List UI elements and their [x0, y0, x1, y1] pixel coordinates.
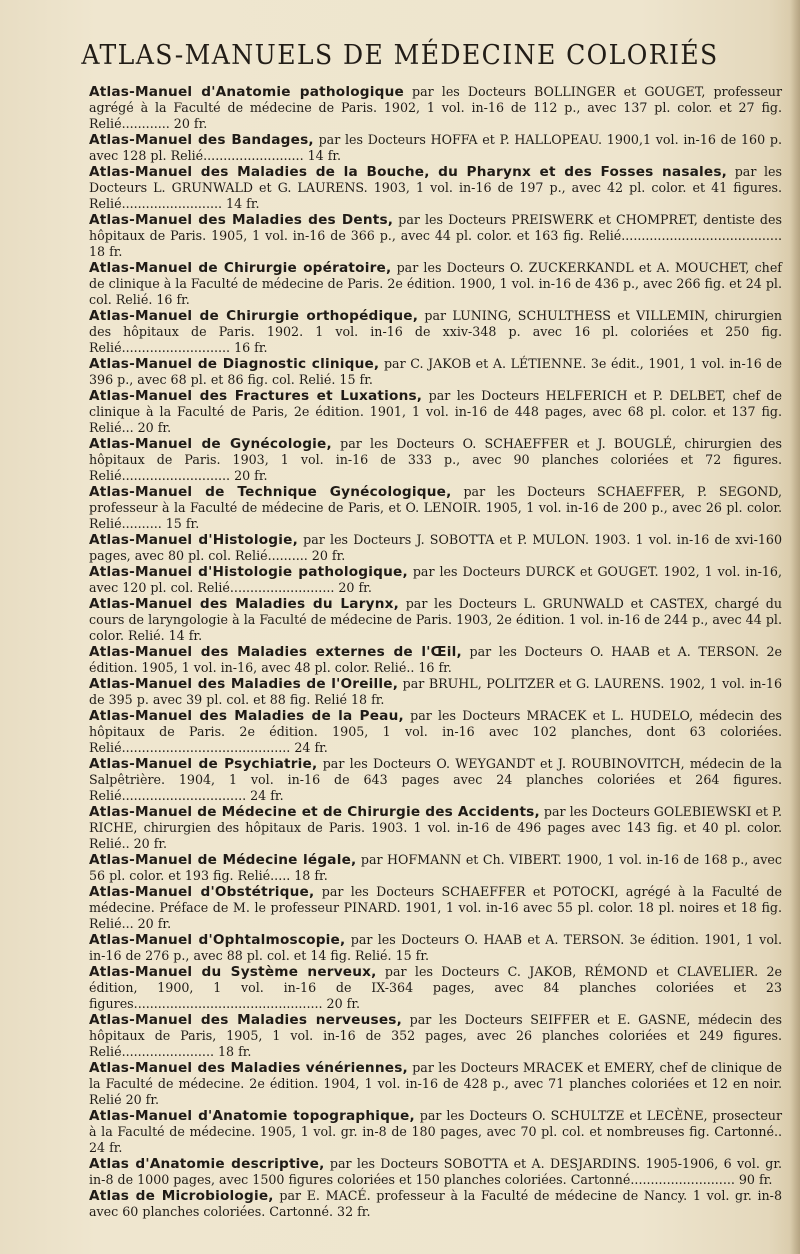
entry-title: Atlas-Manuel des Maladies nerveuses,: [89, 1012, 402, 1028]
entry-description: par les Docteurs GOLEBIEWSKI et P. RICHE, chirurgien des hôpitaux de Paris. 1903. 1 vol. in-16 de 496 pages avec 143 fig. et 40 pl. color. Relié.. 20 fr.: [89, 804, 782, 851]
catalogue-entry: [89, 132, 782, 164]
entry-title: Atlas-Manuel de Chirurgie opératoire,: [89, 260, 392, 276]
entry-title: Atlas d'Anatomie descriptive,: [89, 1156, 325, 1172]
entry-description: par les Docteurs SCHAEFFER et POTOCKI, agrégé à la Faculté de médecine. Préface de M. le professeur PINARD. 1901, 1 vol. in-16 avec 55 pl. color. 18 pl. noires et 18 fig. Relié... 20 fr.: [89, 884, 782, 931]
catalogue-entry: [89, 1156, 782, 1188]
page-title: ATLAS-MANUELS DE MÉDECINE COLORIÉS: [81, 40, 719, 71]
entry-description: par BRUHL, POLITZER et G. LAURENS. 1902, 1 vol. in-16 de 395 p. avec 39 pl. col. et 88 fig. Relié 18 fr.: [89, 676, 782, 707]
catalogue-entry: [89, 1060, 782, 1108]
entry-title: Atlas-Manuel des Maladies de la Bouche, du Pharynx et des Fosses nasales,: [89, 164, 728, 180]
entry-description: par les Docteurs MRACEK et L. HUDELO, médecin des hôpitaux de Paris. 2e édition. 1905, 1 vol. in-16 avec 102 planches, dont 63 coloriées. Relié.......................................... 24 fr.: [89, 708, 782, 755]
entry-description: par les Docteurs O. SCHULTZE et LECÈNE, prosecteur à la Faculté de médecine. 1905, 1 vol. gr. in-8 de 180 pages, avec 70 pl. col. et nombreuses fig. Cartonné.. 24 fr.: [89, 1108, 782, 1155]
catalogue-entry: [89, 260, 782, 308]
entry-description: par les Docteurs HOFFA et P. HALLOPEAU. 1900,1 vol. in-16 de 160 p. avec 128 pl. Relié......................... 14 fr.: [89, 132, 782, 163]
catalogue-entry: [89, 644, 782, 676]
entry-description: par les Docteurs O. HAAB et A. TERSON. 2e édition. 1905, 1 vol. in-16, avec 48 pl. color. Relié.. 16 fr.: [89, 644, 782, 675]
catalogue-entry: [89, 1108, 782, 1156]
entry-description: par les Docteurs SCHAEFFER, P. SEGOND, professeur à la Faculté de médecine de Paris, et O. LENOIR. 1905, 1 vol. in-16 de 200 p., avec 26 pl. color. Relié.......... 15 fr.: [89, 484, 782, 531]
entry-description: par les Docteurs BOLLINGER et GOUGET, professeur agrégé à la Faculté de médecine de Paris. 1902, 1 vol. in-16 de 112 p., avec 137 pl. color. et 27 fig. Relié............ 20 fr.: [89, 84, 782, 131]
catalogue-entry: [89, 388, 782, 436]
entry-description: par les Docteurs PREISWERK et CHOMPRET, dentiste des hôpitaux de Paris. 1905, 1 vol. in-16 de 366 p., avec 44 pl. color. et 163 fig. Relié........................................ 18 fr.: [89, 212, 782, 259]
entry-list: [89, 84, 782, 1220]
entry-description: par HOFMANN et Ch. VIBERT. 1900, 1 vol. in-16 de 168 p., avec 56 pl. color. et 193 fig. Relié..... 18 fr.: [89, 852, 782, 883]
entry-description: par les Docteurs O. WEYGANDT et J. ROUBINOVITCH, médecin de la Salpêtrière. 1904, 1 vol. in-16 de 643 pages avec 24 planches coloriées et 264 figures. Relié............................... 24 fr.: [89, 756, 782, 803]
entry-title: Atlas-Manuel des Bandages,: [89, 132, 314, 148]
entry-description: par les Docteurs O. HAAB et A. TERSON. 3e édition. 1901, 1 vol. in-16 de 276 p., avec 88 pl. col. et 14 fig. Relié. 15 fr.: [89, 932, 782, 963]
entry-title: Atlas de Microbiologie,: [89, 1188, 274, 1204]
entry-title: Atlas-Manuel des Fractures et Luxations,: [89, 388, 423, 404]
catalogue-entry: [89, 436, 782, 484]
entry-title: Atlas-Manuel d'Ophtalmoscopie,: [89, 932, 346, 948]
catalogue-entry: [89, 356, 782, 388]
entry-description: par C. JAKOB et A. LÉTIENNE. 3e édit., 1901, 1 vol. in-16 de 396 p., avec 68 pl. et 86 fig. col. Relié. 15 fr.: [89, 356, 782, 387]
catalogue-entry: [89, 484, 782, 532]
catalogue-entry: [89, 932, 782, 964]
entry-description: par les Docteurs L. GRUNWALD et G. LAURENS. 1903, 1 vol. in-16 de 197 p., avec 42 pl. color. et 41 figures. Relié......................... 14 fr.: [89, 164, 782, 211]
catalogue-entry: [89, 596, 782, 644]
entry-description: par les Docteurs HELFERICH et P. DELBET, chef de clinique à la Faculté de Paris, 2e édition. 1901, 1 vol. in-16 de 448 pages, avec 68 pl. color. et 137 fig. Relié... 20 fr.: [89, 388, 782, 435]
entry-description: par les Docteurs C. JAKOB, RÉMOND et CLAVELIER. 2e édition, 1900, 1 vol. in-16 de IX-364 pages, avec 84 planches coloriées et 23 figures............................................... 20 fr.: [89, 964, 782, 1011]
entry-title: Atlas-Manuel des Maladies vénériennes,: [89, 1060, 408, 1076]
entry-description: par les Docteurs O. ZUCKERKANDL et A. MOUCHET, chef de clinique à la Faculté de médecine de Paris. 2e édition. 1900, 1 vol. in-16 de 436 p., avec 266 fig. et 24 pl. col. Relié. 16 fr.: [89, 260, 782, 307]
entry-description: par LUNING, SCHULTHESS et VILLEMIN, chirurgien des hôpitaux de Paris. 1902. 1 vol. in-16 de xxiv-348 p. avec 16 pl. coloriées et 250 fig. Relié........................... 16 fr.: [89, 308, 782, 355]
entry-title: Atlas-Manuel des Maladies du Larynx,: [89, 596, 400, 612]
entry-title: Atlas-Manuel de Chirurgie orthopédique,: [89, 308, 419, 324]
catalogue-entry: [89, 212, 782, 260]
entry-title: Atlas-Manuel des Maladies de l'Oreille,: [89, 676, 399, 692]
catalogue-entry: [89, 308, 782, 356]
entry-description: par les Docteurs MRACEK et EMERY, chef de clinique de la Faculté de médecine. 2e édition. 1904, 1 vol. in-16 de 428 p., avec 71 planches coloriées et 12 en noir. Relié 20 fr.: [89, 1060, 782, 1107]
catalogue-entry: [89, 964, 782, 1012]
entry-description: par les Docteurs J. SOBOTTA et P. MULON. 1903. 1 vol. in-16 de xvi-160 pages, avec 80 pl. col. Relié.......... 20 fr.: [89, 532, 783, 563]
entry-title: Atlas-Manuel de Technique Gynécologique,: [89, 484, 452, 500]
entry-title: Atlas-Manuel des Maladies de la Peau,: [89, 708, 404, 724]
catalogue-entry: [89, 84, 782, 132]
entry-description: par les Docteurs L. GRUNWALD et CASTEX, chargé du cours de laryngologie à la Faculté de médecine de Paris. 1903, 2e édition. 1 vol. in-16 de 244 p., avec 44 pl. color. Relié. 14 fr.: [89, 596, 782, 643]
catalogue-entry: [89, 564, 782, 596]
entry-description: par les Docteurs DURCK et GOUGET. 1902, 1 vol. in-16, avec 120 pl. col. Relié.......................... 20 fr.: [89, 564, 782, 595]
page-edge-shadow: [790, 0, 800, 1254]
catalogue-entry: [89, 884, 782, 932]
catalogue-entry: [89, 852, 782, 884]
entry-title: Atlas-Manuel d'Obstétrique,: [89, 884, 315, 900]
catalogue-entry: [89, 532, 782, 564]
entry-title: Atlas-Manuel des Maladies externes de l'Œil,: [89, 644, 462, 660]
entry-title: Atlas-Manuel d'Histologie pathologique,: [89, 564, 408, 580]
entry-description: par les Docteurs O. SCHAEFFER et J. BOUGLÉ, chirurgien des hôpitaux de Paris. 1903, 1 vol. in-16 de 333 p., avec 90 planches coloriées et 72 figures. Relié........................... 20 fr.: [89, 436, 782, 483]
entry-title: Atlas-Manuel de Psychiatrie,: [89, 756, 318, 772]
entry-title: Atlas-Manuel de Médecine et de Chirurgie des Accidents,: [89, 804, 540, 820]
catalogue-entry: [89, 756, 782, 804]
entry-title: Atlas-Manuel de Gynécologie,: [89, 436, 332, 452]
catalogue-entry: [89, 1188, 782, 1220]
entry-description: par E. MACÉ. professeur à la Faculté de médecine de Nancy. 1 vol. gr. in-8 avec 60 planches coloriées. Cartonné. 32 fr.: [89, 1188, 782, 1219]
entry-description: par les Docteurs SEIFFER et E. GASNE, médecin des hôpitaux de Paris, 1905, 1 vol. in-16 de 352 pages, avec 26 planches coloriées et 249 figures. Relié....................... 18 fr.: [89, 1012, 782, 1059]
catalogue-entry: [89, 804, 782, 852]
catalogue-entry: [89, 164, 782, 212]
entry-title: Atlas-Manuel du Système nerveux,: [89, 964, 377, 980]
catalogue-entry: [89, 1012, 782, 1060]
entry-title: Atlas-Manuel des Maladies des Dents,: [89, 212, 394, 228]
entry-title: Atlas-Manuel d'Anatomie pathologique: [89, 84, 404, 100]
entry-description: par les Docteurs SOBOTTA et A. DESJARDINS. 1905-1906, 6 vol. gr. in-8 de 1000 pages, avec 1500 figures coloriées et 150 planches coloriées. Cartonné.......................... 90 fr.: [89, 1156, 782, 1187]
entry-title: Atlas-Manuel de Diagnostic clinique,: [89, 356, 380, 372]
entry-title: Atlas-Manuel de Médecine légale,: [89, 852, 357, 868]
catalogue-entry: [89, 708, 782, 756]
entry-title: Atlas-Manuel d'Anatomie topographique,: [89, 1108, 415, 1124]
entry-title: Atlas-Manuel d'Histologie,: [89, 532, 298, 548]
catalogue-entry: [89, 676, 782, 708]
